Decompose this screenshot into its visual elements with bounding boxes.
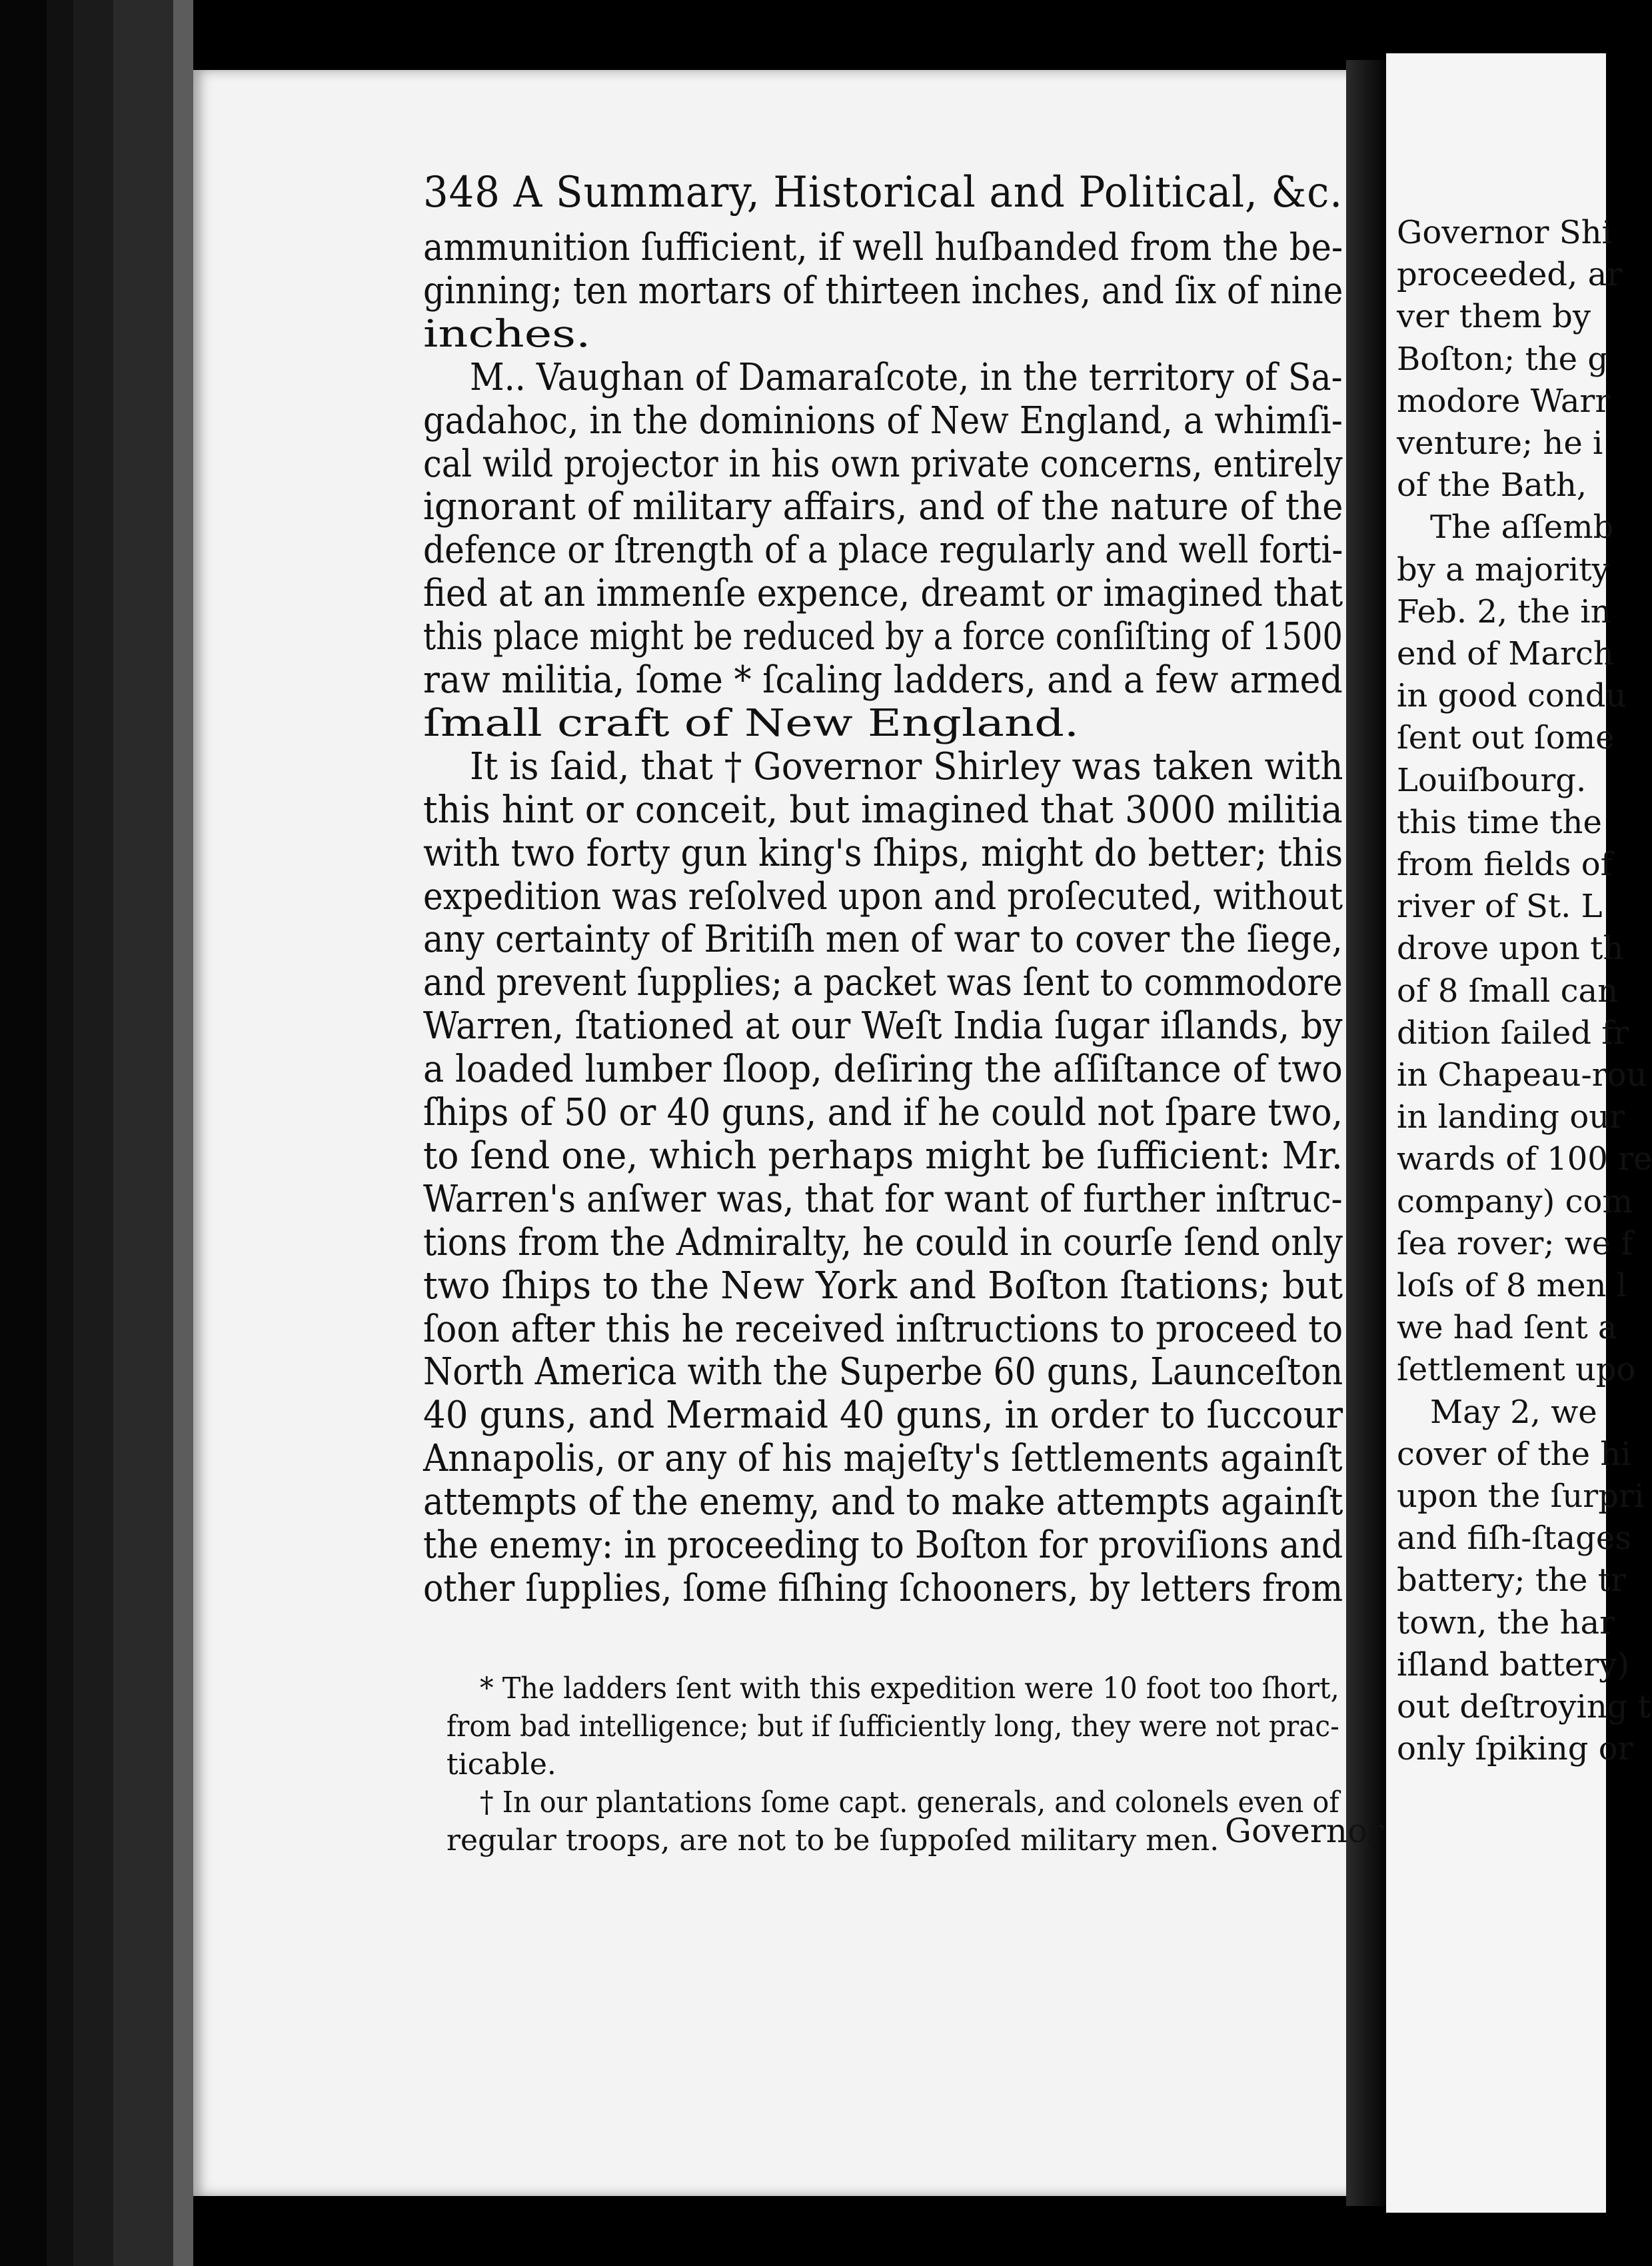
- body-line: attempts of the enemy, and to make attempts againſt: [423, 1480, 1343, 1524]
- book-edge: [47, 0, 73, 2266]
- right-page-line: ver them by: [1397, 298, 1591, 336]
- body-line: ſoon after this he received inſtructions to proceed to: [423, 1307, 1343, 1351]
- body-line: ſhips of 50 or 40 guns, and if he could not ſpare two,: [423, 1091, 1343, 1134]
- body-line: two ſhips to the New York and Boſton ſtations; but: [423, 1264, 1343, 1308]
- body-line: ammunition ſufficient, if well huſbanded from the be-: [423, 226, 1343, 269]
- right-page-line: of 8 ſmall can: [1397, 972, 1618, 1010]
- footnote-line: regular troops, are not to be ſuppoſed military men.: [446, 1823, 1220, 1857]
- body-line: It is ſaid, that † Governor Shirley was taken with: [470, 744, 1343, 788]
- body-line: ignorant of military affairs, and of the nature of the: [423, 485, 1343, 529]
- right-page-line: venture; he i: [1397, 425, 1603, 462]
- body-line: North America with the Superbe 60 guns, Launceſton: [423, 1350, 1343, 1394]
- body-line: raw militia, ſome * ſcaling ladders, and a few armed: [423, 658, 1343, 702]
- body-line: this place might be reduced by a force conſiſting of 1500: [423, 615, 1343, 659]
- footnote-line: from bad intelligence; but if ſufficiently long, they were not prac-: [446, 1709, 1339, 1743]
- right-page-line: Feb. 2, the in: [1397, 592, 1611, 630]
- right-page-line: ſea rover; we f: [1397, 1224, 1633, 1262]
- body-line: cal wild projector in his own private concerns, entirely: [423, 442, 1343, 486]
- right-page-line: in good condu: [1397, 677, 1627, 715]
- right-page-line: river of St. L: [1397, 888, 1603, 926]
- right-page-line: in Chapeau-rou: [1397, 1056, 1647, 1094]
- body-line: gadahoc, in the dominions of New England, a whimſi-: [423, 399, 1343, 443]
- book-edge: [0, 0, 47, 2266]
- body-line: ſmall craft of New England.: [423, 701, 1080, 745]
- footnote-line: ticable.: [446, 1747, 556, 1781]
- right-page-line: upon the ſurpri: [1397, 1478, 1645, 1515]
- right-page-line: ſettlement upo: [1397, 1351, 1636, 1389]
- right-page-line: from fields of: [1397, 846, 1613, 883]
- body-line: 40 guns, and Mermaid 40 guns, in order to ſuccour: [423, 1394, 1343, 1438]
- right-page-line: we had ſent a: [1397, 1309, 1617, 1347]
- right-page-line: cover of the hi: [1397, 1435, 1631, 1473]
- footnote-line: † In our plantations ſome capt. generals, and colonels even of: [480, 1785, 1339, 1819]
- right-page-line: The aſſemb: [1430, 509, 1614, 547]
- right-page-line: May 2, we: [1430, 1393, 1597, 1431]
- right-page: [1386, 53, 1652, 2213]
- body-line: Warren's anſwer was, that for want of further inſtruc-: [423, 1177, 1343, 1221]
- right-page-line: battery; the tr: [1397, 1562, 1626, 1600]
- right-page-line: town, the har: [1397, 1604, 1615, 1642]
- right-page-line: drove upon th: [1397, 930, 1624, 968]
- right-page-line: out deſtroying t: [1397, 1688, 1651, 1725]
- body-line: and prevent ſupplies; a packet was ſent to commodore: [423, 961, 1343, 1005]
- right-page-line: company) com: [1397, 1182, 1633, 1220]
- right-page-line: by a majority: [1397, 551, 1610, 588]
- right-page-line: dition ſailed fr: [1397, 1014, 1629, 1052]
- right-page-line: proceeded, ar: [1397, 256, 1623, 294]
- body-line: defence or ſtrength of a place regularly and well forti-: [423, 529, 1343, 572]
- right-page-line: ſent out ſome: [1397, 719, 1615, 757]
- body-line: expedition was reſolved upon and proſecuted, without: [423, 874, 1343, 918]
- body-line: with two forty gun king's ſhips, might do better; this: [423, 831, 1343, 875]
- catchword: Governor: [1225, 1811, 1383, 1850]
- body-line: to ſend one, which perhaps might be ſufficient: Mr.: [423, 1134, 1343, 1178]
- right-page-line: Boſton; the g: [1397, 340, 1609, 378]
- right-page-line: in landing our: [1397, 1098, 1625, 1136]
- footnote-line: * The ladders ſent with this expedition were 10 foot too ſhort,: [480, 1672, 1339, 1705]
- right-page-line: end of March: [1397, 635, 1614, 672]
- right-page-line: only ſpiking or: [1397, 1730, 1633, 1768]
- right-page-line: modore Warr: [1397, 382, 1611, 420]
- body-line: M.. Vaughan of Damaraſcote, in the territory of Sa-: [470, 355, 1343, 399]
- body-line: inches.: [423, 312, 591, 356]
- body-line: Warren, ſtationed at our Weſt India ſugar iſlands, by: [423, 1004, 1343, 1048]
- page-gutter: [1346, 60, 1386, 2206]
- running-header: 348 A Summary, Historical and Political, &c.: [423, 168, 1343, 217]
- body-line: the enemy: in proceeding to Boſton for proviſions and: [423, 1524, 1343, 1567]
- right-page-line: this time the: [1397, 803, 1602, 841]
- book-edge: [73, 0, 113, 2266]
- right-page-line: iſland battery): [1397, 1646, 1630, 1684]
- body-line: Annapolis, or any of his majeſty's ſettlements againſt: [423, 1437, 1343, 1481]
- body-line: other ſupplies, ſome fiſhing ſchooners, by letters from: [423, 1566, 1343, 1610]
- right-page-line: Governor Shi: [1397, 214, 1612, 251]
- body-line: fied at an immenſe expence, dreamt or imagined that: [423, 572, 1343, 616]
- body-line: any certainty of Britiſh men of war to cover the ſiege,: [423, 918, 1343, 962]
- book-edge: [113, 0, 173, 2266]
- right-page-line: Louiſbourg.: [1397, 761, 1587, 799]
- right-page-line: and fiſh-ſtages: [1397, 1520, 1631, 1558]
- right-page-line: loſs of 8 men l: [1397, 1267, 1627, 1304]
- body-line: ginning; ten mortars of thirteen inches, and ſix of nine: [423, 269, 1343, 313]
- body-line: this hint or conceit, but imagined that 3000 militia: [423, 788, 1343, 832]
- right-page-line: wards of 100 re: [1397, 1140, 1652, 1178]
- book-edge: [173, 0, 193, 2266]
- right-page-line: of the Bath,: [1397, 467, 1587, 505]
- body-line: tions from the Admiralty, he could in courſe ſend only: [423, 1220, 1343, 1264]
- body-line: a loaded lumber ſloop, deſiring the aſſiſtance of two: [423, 1048, 1343, 1092]
